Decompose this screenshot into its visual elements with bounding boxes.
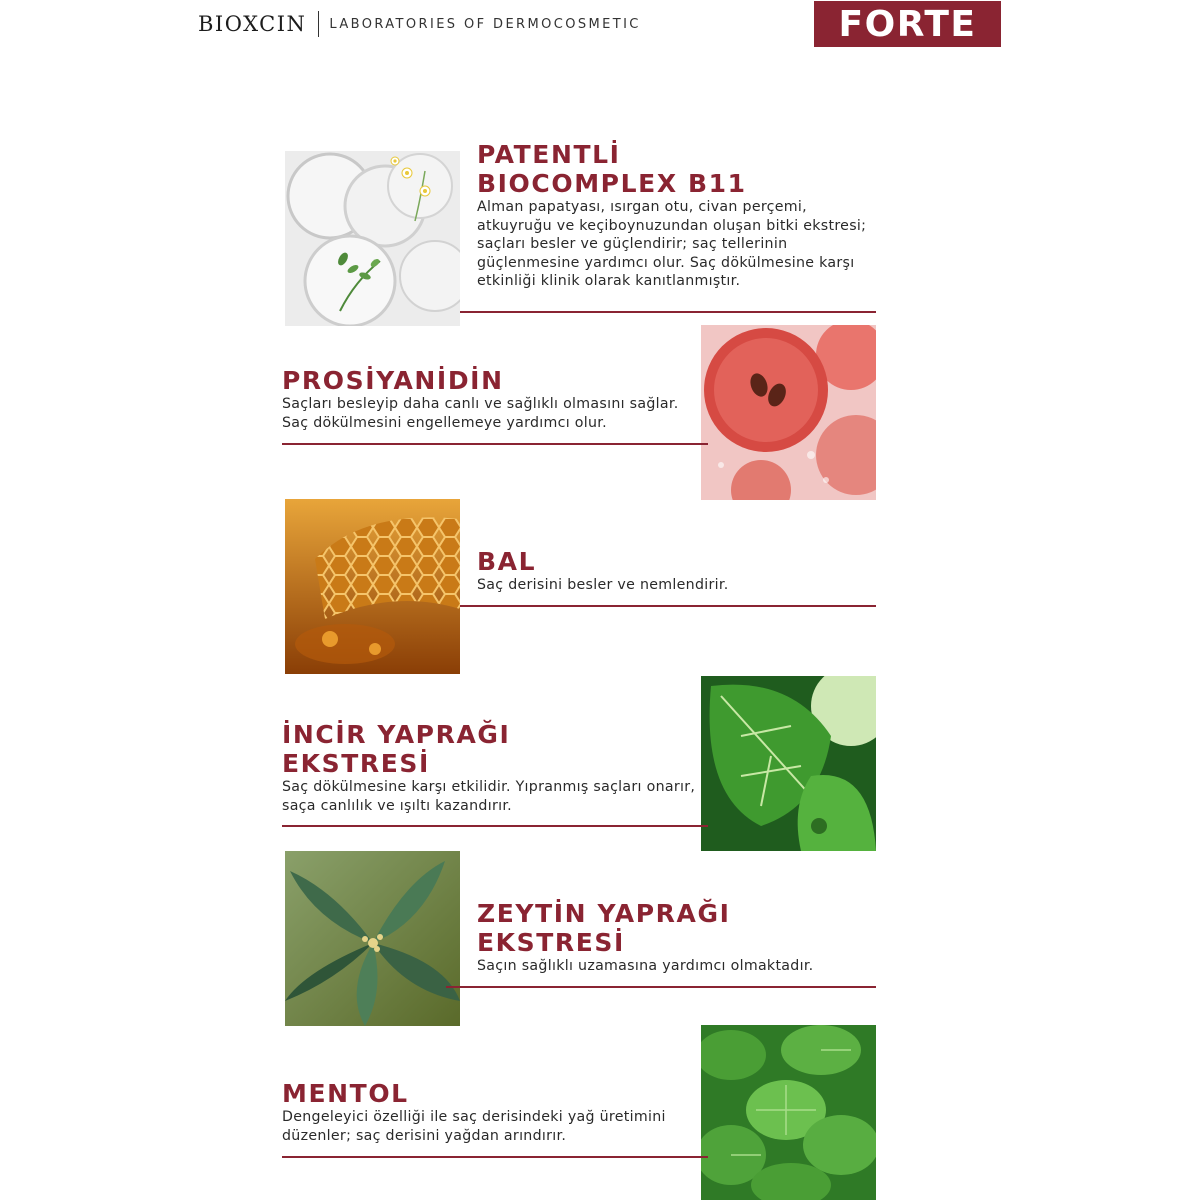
divider-line	[282, 443, 708, 445]
divider-line	[282, 825, 708, 827]
brand-logo: BIOXCIN	[198, 12, 307, 36]
item-title: PROSİYANİDİN	[282, 366, 504, 395]
fig-leaf-image	[701, 676, 876, 851]
item-description: Alman papatyası, ısırgan otu, civan perçemi, atkuyruğu ve keçiboynuzundan oluşan bitki ekstresi; saçları besler ve güçlendirir; saç tellerinin güçlenmesine yardımcı olur. Saç dökülmesine karşı etkinliği klinik olarak kanıtlanmıştır.	[477, 199, 867, 289]
olive-leaf-image	[285, 851, 460, 1026]
item-title: MENTOL	[282, 1079, 409, 1108]
honeycomb-image	[285, 499, 460, 674]
item-prosiyanidin	[282, 366, 702, 432]
brand-divider	[318, 11, 319, 37]
item-description: Dengeleyici özelliği ile saç derisindeki yağ üretimini düzenler; saç derisini yağdan arındırır.	[282, 1109, 666, 1144]
item-mentol	[282, 1079, 702, 1145]
petri-dish-herbs-image	[285, 151, 460, 326]
item-incir	[282, 720, 702, 815]
grape-slice-image	[701, 325, 876, 500]
divider-line	[460, 605, 876, 607]
item-description: Saç derisini besler ve nemlendirir.	[477, 577, 729, 593]
item-bal	[477, 547, 877, 595]
item-title: ZEYTİN YAPRAĞI EKSTRESİ	[477, 899, 731, 957]
item-title: BAL	[477, 547, 537, 576]
divider-line	[446, 986, 876, 988]
divider-line	[460, 311, 876, 313]
item-biocomplex	[477, 140, 877, 291]
item-description: Saçın sağlıklı uzamasına yardımcı olmaktadır.	[477, 958, 814, 974]
forte-badge: FORTE	[814, 1, 1001, 47]
divider-line	[282, 1156, 708, 1158]
item-description: Saç dökülmesine karşı etkilidir. Yıpranmış saçları onarır, saça canlılık ve ışıltı kazandırır.	[282, 779, 696, 814]
item-title: PATENTLİ BIOCOMPLEX B11	[477, 140, 747, 198]
item-zeytin	[477, 899, 877, 976]
brand-header	[198, 8, 641, 40]
item-title: İNCİR YAPRAĞI EKSTRESİ	[282, 720, 511, 778]
mint-leaves-image	[701, 1025, 876, 1200]
brand-tagline: LABORATORIES OF DERMOCOSMETIC	[329, 16, 641, 32]
item-description: Saçları besleyip daha canlı ve sağlıklı olmasını sağlar. Saç dökülmesini engellemeye yardımcı olur.	[282, 396, 679, 431]
